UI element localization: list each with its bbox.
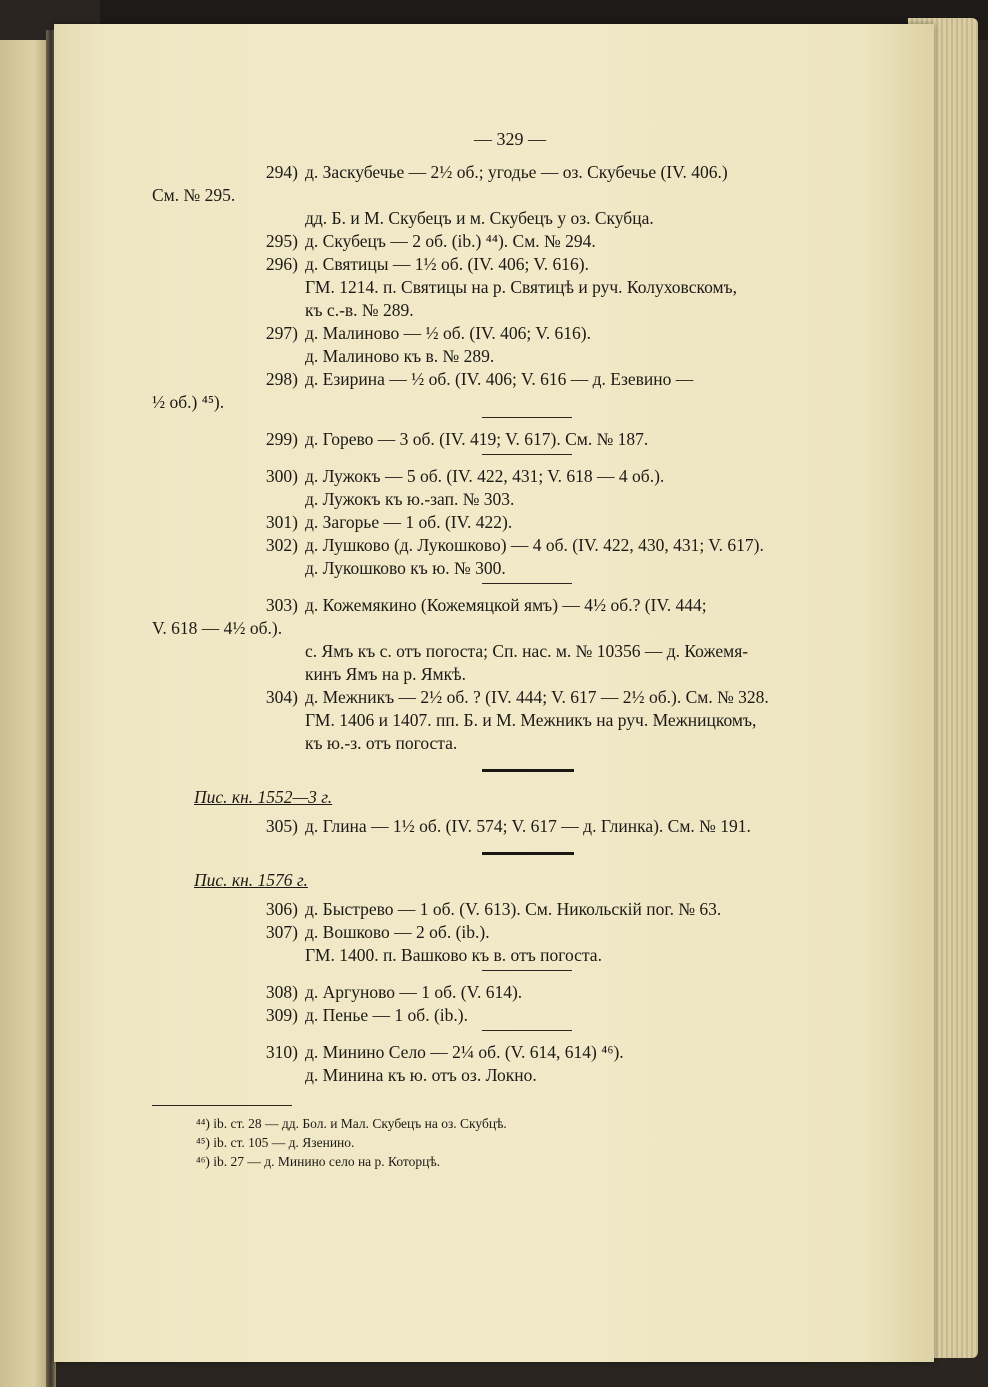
entry-text: д. Минино Село — 2¼ об. (V. 614, 614) ⁴⁶).	[305, 1042, 624, 1062]
entry-note: дд. Б. и М. Скубецъ и м. Скубецъ у оз. Скубца.	[305, 208, 654, 228]
entry	[152, 981, 862, 1004]
entry-text: д. Загорье — 1 об. (IV. 422).	[305, 512, 513, 532]
entry-number: 296)	[265, 254, 298, 274]
entry-number: 307)	[265, 922, 298, 942]
entry-text: д. Аргуново — 1 об. (V. 614).	[305, 982, 523, 1002]
entry	[152, 686, 862, 709]
footnote: ⁴⁶) ib. 27 — д. Минино село на р. Которцѣ.	[196, 1154, 441, 1169]
entry-group	[152, 898, 862, 967]
entry-number: 297)	[265, 323, 298, 343]
section-rule	[482, 970, 572, 971]
entry-group	[152, 1041, 862, 1087]
entry-note: д. Малиново къ в. № 289.	[305, 346, 495, 366]
entry-text: д. Святицы — 1½ об. (IV. 406; V. 616).	[305, 254, 589, 274]
entry-number: 303)	[265, 595, 298, 615]
section-heading: Пис. кн. 1552—3 г.	[194, 787, 333, 807]
entry-number: 302)	[265, 535, 298, 555]
entry-number: 306)	[265, 899, 298, 919]
entry	[152, 322, 862, 345]
section-thick-rule	[482, 852, 574, 855]
entry	[152, 428, 862, 451]
entry-note: къ с.-в. № 289.	[305, 300, 414, 320]
entry-continuation: См. № 295.	[152, 185, 236, 205]
entry-number: 300)	[265, 466, 298, 486]
entry-note: д. Лужокъ къ ю.-зап. № 303.	[305, 489, 515, 509]
entry-text: д. Лушково (д. Лукошково) — 4 об. (IV. 422, 430, 431; V. 617).	[305, 535, 764, 555]
entry-text: д. Кожемякино (Кожемяцкой ямъ) — 4½ об.? (IV. 444;	[305, 595, 707, 615]
page-number: — 329 —	[474, 129, 546, 149]
entry-number: 294)	[265, 162, 298, 182]
entry	[152, 898, 862, 921]
section-rule	[482, 1030, 572, 1031]
footnote-rule	[152, 1105, 292, 1106]
entry-continuation: V. 618 — 4½ об.).	[152, 618, 283, 638]
entry-note: къ ю.-з. отъ погоста.	[305, 733, 458, 753]
entry-text: д. Лужокъ — 5 об. (IV. 422, 431; V. 618 — 4 об.).	[305, 466, 665, 486]
footnotes	[152, 1114, 862, 1171]
entry	[152, 368, 862, 391]
entry	[152, 253, 862, 276]
entry-note: с. Ямъ къ с. отъ погоста; Сп. нас. м. № 10356 — д. Кожемя-	[305, 641, 749, 661]
entry	[152, 161, 862, 184]
entry-group	[152, 594, 862, 755]
entry-group	[152, 981, 862, 1027]
entry	[152, 230, 862, 253]
entry-group	[152, 815, 862, 838]
section-thick-rule	[482, 769, 574, 772]
entry-number: 310)	[265, 1042, 298, 1062]
entry-note: кинъ Ямъ на р. Ямкѣ.	[305, 664, 466, 684]
entry	[152, 921, 862, 944]
entry-text: д. Малиново — ½ об. (IV. 406; V. 616).	[305, 323, 591, 343]
entry-continuation: ½ об.) ⁴⁵).	[152, 392, 225, 412]
entry-number: 304)	[265, 687, 298, 707]
entry-note: д. Минина къ ю. отъ оз. Локно.	[305, 1065, 537, 1085]
section-rule	[482, 583, 572, 584]
entry-note: д. Лукошково къ ю. № 300.	[305, 558, 506, 578]
entry-text: д. Межникъ — 2½ об. ? (IV. 444; V. 617 — 2½ об.). См. № 328.	[305, 687, 769, 707]
entry	[152, 594, 862, 617]
entry-number: 301)	[265, 512, 298, 532]
entry	[152, 815, 862, 838]
entry	[152, 534, 862, 557]
entry-number: 309)	[265, 1005, 298, 1025]
section-heading: Пис. кн. 1576 г.	[194, 870, 308, 890]
entry	[152, 465, 862, 488]
entry-text: д. Езирина — ½ об. (IV. 406; V. 616 — д. Езевино —	[305, 369, 694, 389]
entry-number: 308)	[265, 982, 298, 1002]
entry-number: 305)	[265, 816, 298, 836]
entry-note: ГМ. 1406 и 1407. пп. Б. и М. Межникъ на руч. Межницкомъ,	[305, 710, 757, 730]
entry	[152, 1041, 862, 1064]
entry-text: д. Пенье — 1 об. (ib.).	[305, 1005, 468, 1025]
entry-number: 298)	[265, 369, 298, 389]
left-page-edge	[0, 40, 48, 1387]
section-rule	[482, 454, 572, 455]
entry-note: ГМ. 1400. п. Вашково къ в. отъ погоста.	[305, 945, 602, 965]
entry-text: д. Заскубечье — 2½ об.; угодье — оз. Скубечье (IV. 406.)	[305, 162, 728, 182]
book-page	[54, 24, 934, 1362]
entry-text: д. Горево — 3 об. (IV. 419; V. 617). См. № 187.	[305, 429, 649, 449]
footnote: ⁴⁵) ib. ст. 105 — д. Язенино.	[196, 1135, 355, 1150]
entry	[152, 511, 862, 534]
entry-text: д. Скубецъ — 2 об. (ib.) ⁴⁴). См. № 294.	[305, 231, 596, 251]
entry-note: ГМ. 1214. п. Святицы на р. Святицѣ и руч. Колуховскомъ,	[305, 277, 737, 297]
entry-group	[152, 465, 862, 580]
entry-number: 299)	[265, 429, 298, 449]
entry-text: д. Быстрево — 1 об. (V. 613). См. Никольскій пог. № 63.	[305, 899, 722, 919]
entry-text: д. Глина — 1½ об. (IV. 574; V. 617 — д. Глинка). См. № 191.	[305, 816, 751, 836]
entry-text: д. Вошково — 2 об. (ib.).	[305, 922, 490, 942]
entry-number: 295)	[265, 231, 298, 251]
entry	[152, 1004, 862, 1027]
footnote: ⁴⁴) ib. ст. 28 — дд. Бол. и Мал. Скубецъ на оз. Скубцѣ.	[196, 1116, 507, 1131]
page-content	[152, 128, 862, 1171]
entry-group	[152, 428, 862, 451]
section-rule	[482, 417, 572, 418]
entry-group	[152, 161, 862, 414]
